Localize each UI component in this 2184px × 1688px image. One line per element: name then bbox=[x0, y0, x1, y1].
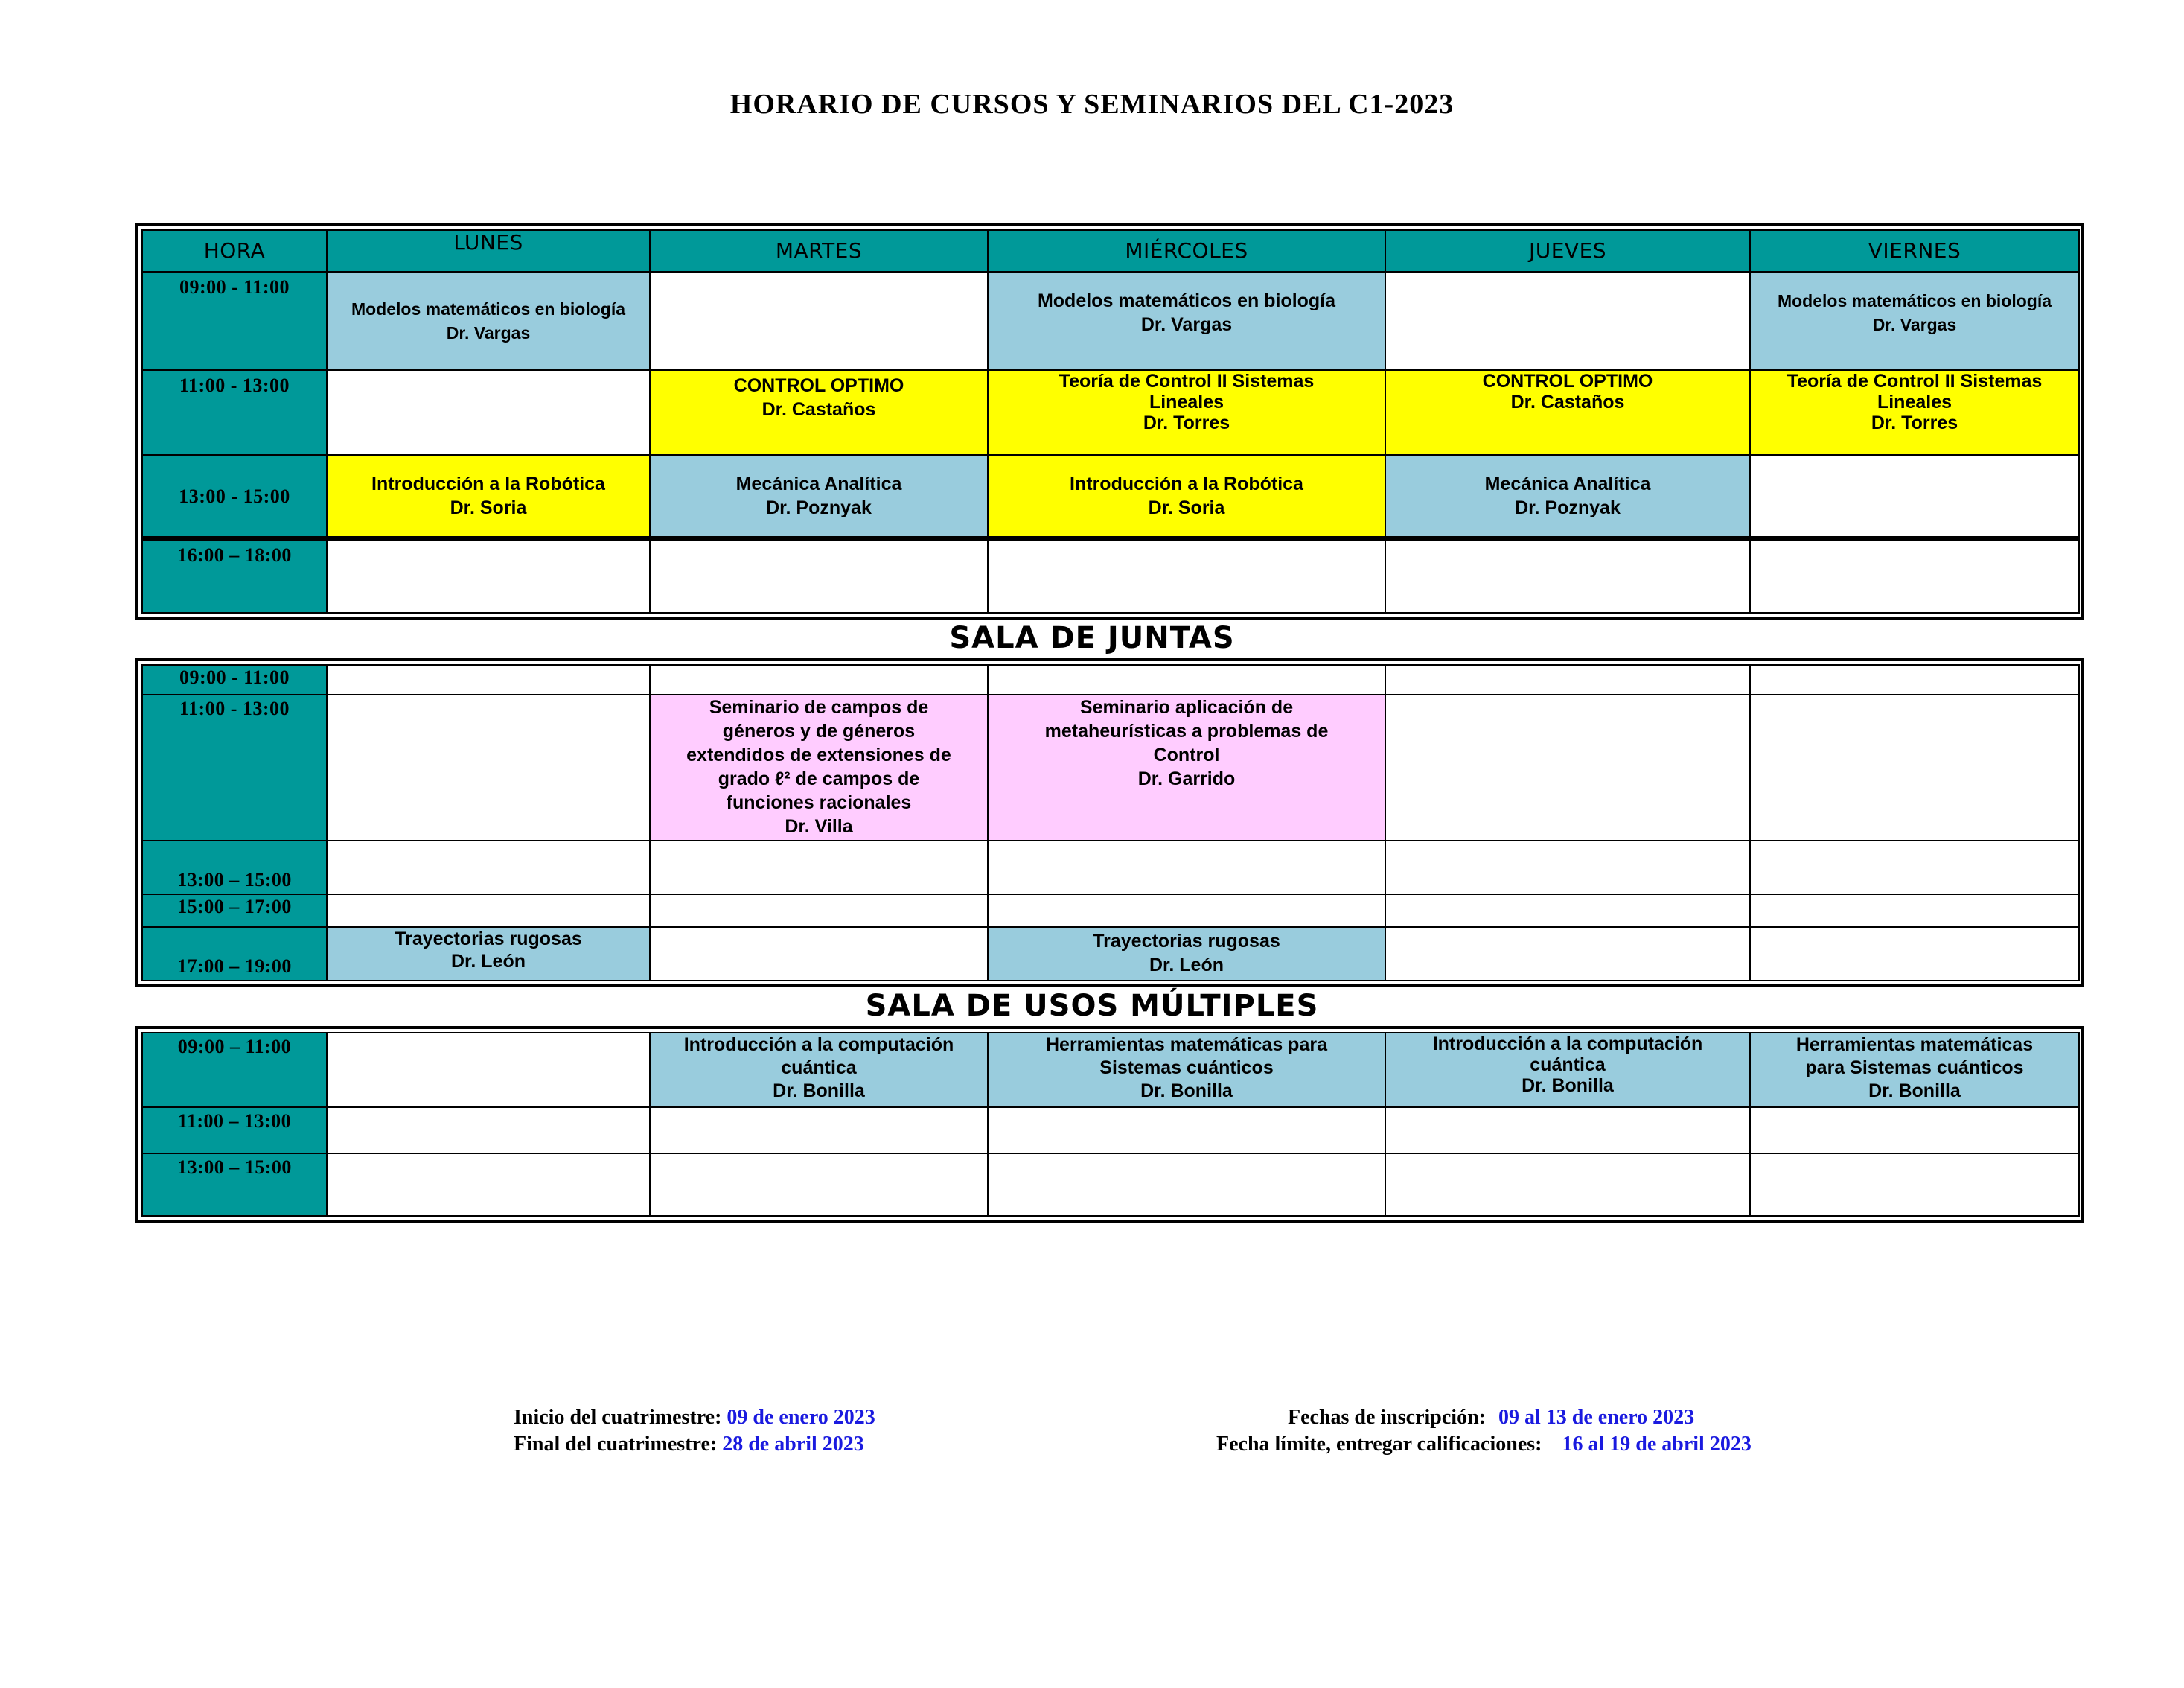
course-cell bbox=[1385, 455, 1750, 538]
seminar-instructor: Dr. Villa bbox=[785, 816, 853, 837]
time-slot: 09:00 - 11:00 bbox=[142, 272, 327, 370]
empty-cell bbox=[650, 841, 988, 894]
empty-cell bbox=[650, 272, 988, 370]
time-slot: 09:00 - 11:00 bbox=[142, 665, 327, 695]
empty-cell bbox=[1750, 455, 2079, 538]
seminar-line: extendidos de extensiones de bbox=[686, 745, 951, 765]
empty-cell bbox=[1385, 272, 1750, 370]
empty-cell bbox=[327, 894, 650, 927]
time-slot: 15:00 – 17:00 bbox=[142, 894, 327, 927]
table-row bbox=[142, 370, 2079, 455]
course-instructor: Dr. Castaños bbox=[1510, 392, 1625, 413]
empty-cell bbox=[327, 841, 650, 894]
empty-cell bbox=[1385, 841, 1750, 894]
header-viernes: VIERNES bbox=[1750, 230, 2079, 272]
time-slot: 11:00 – 13:00 bbox=[142, 1107, 327, 1153]
empty-cell bbox=[650, 1107, 988, 1153]
table-row bbox=[142, 1107, 2079, 1153]
course-name: Herramientas matemáticas para bbox=[1046, 1034, 1327, 1055]
empty-cell bbox=[1385, 927, 1750, 981]
empty-cell bbox=[988, 665, 1385, 695]
course-cell bbox=[1750, 370, 2079, 455]
course-instructor: Dr. Soria bbox=[1148, 497, 1225, 518]
course-cell bbox=[988, 1033, 1385, 1107]
empty-cell bbox=[1750, 927, 2079, 981]
course-name-cont: Sistemas cuánticos bbox=[1099, 1057, 1274, 1078]
empty-cell bbox=[327, 1107, 650, 1153]
course-cell bbox=[1385, 370, 1750, 455]
empty-cell bbox=[988, 841, 1385, 894]
table-row bbox=[142, 455, 2079, 538]
time-slot: 11:00 - 13:00 bbox=[142, 695, 327, 841]
course-cell bbox=[327, 272, 650, 370]
course-name: CONTROL OPTIMO bbox=[1482, 371, 1653, 392]
course-instructor: Dr. Bonilla bbox=[773, 1080, 865, 1101]
header-row bbox=[142, 230, 2079, 272]
course-name: Modelos matemáticos en biología bbox=[351, 299, 626, 319]
empty-cell bbox=[1750, 894, 2079, 927]
seminar-cell bbox=[650, 695, 988, 841]
footer-final bbox=[514, 1431, 875, 1458]
footer-right bbox=[1216, 1404, 1752, 1458]
course-name: Modelos matemáticos en biología bbox=[1037, 290, 1336, 311]
empty-cell bbox=[327, 1153, 650, 1216]
course-cell bbox=[327, 455, 650, 538]
course-name: Introducción a la Robótica bbox=[1070, 474, 1303, 494]
course-name: Mecánica Analítica bbox=[735, 474, 902, 494]
course-cell bbox=[988, 272, 1385, 370]
final-label: Final del cuatrimestre: bbox=[514, 1433, 718, 1456]
inicio-value: 09 de enero 2023 bbox=[727, 1406, 875, 1429]
seminar-instructor: Dr. Garrido bbox=[1137, 768, 1236, 789]
footer-inscripcion bbox=[1216, 1404, 1752, 1431]
empty-cell bbox=[327, 370, 650, 455]
seminar-line: Control bbox=[1153, 745, 1220, 765]
empty-cell bbox=[650, 538, 988, 613]
course-cell bbox=[1750, 1033, 2079, 1107]
time-slot: 13:00 – 15:00 bbox=[142, 1153, 327, 1216]
header-martes: MARTES bbox=[650, 230, 988, 272]
footer-limite bbox=[1216, 1431, 1752, 1458]
course-instructor: Dr. Bonilla bbox=[1522, 1075, 1614, 1096]
empty-cell bbox=[1750, 695, 2079, 841]
course-name-cont: cuántica bbox=[781, 1057, 857, 1078]
course-name-cont: para Sistemas cuánticos bbox=[1805, 1057, 2024, 1078]
empty-cell bbox=[988, 1153, 1385, 1216]
table-row bbox=[142, 927, 2079, 981]
table-row bbox=[142, 841, 2079, 894]
course-instructor: Dr. Bonilla bbox=[1140, 1080, 1233, 1101]
time-slot: 17:00 – 19:00 bbox=[142, 927, 327, 981]
table-row bbox=[142, 894, 2079, 927]
course-name: Trayectorias rugosas bbox=[395, 929, 582, 949]
seminar-line: funciones racionales bbox=[726, 792, 912, 813]
course-name: CONTROL OPTIMO bbox=[733, 375, 904, 396]
course-name: Trayectorias rugosas bbox=[1093, 931, 1280, 952]
course-instructor: Dr. Vargas bbox=[446, 323, 531, 343]
seminar-line: Seminario de campos de bbox=[709, 697, 929, 718]
empty-cell bbox=[327, 665, 650, 695]
empty-cell bbox=[1385, 1107, 1750, 1153]
empty-cell bbox=[650, 665, 988, 695]
section-title-sala-usos-multiples: SALA DE USOS MÚLTIPLES bbox=[865, 989, 1319, 1023]
course-name-cont: Lineales bbox=[1877, 392, 1952, 413]
page-title: HORARIO DE CURSOS Y SEMINARIOS DEL C1-2023 bbox=[729, 89, 1455, 120]
empty-cell bbox=[327, 538, 650, 613]
course-instructor: Dr. Bonilla bbox=[1868, 1080, 1961, 1101]
empty-cell bbox=[988, 538, 1385, 613]
course-instructor: Dr. Vargas bbox=[1140, 314, 1233, 335]
empty-cell bbox=[327, 1033, 650, 1107]
header-miercoles: MIÉRCOLES bbox=[988, 230, 1385, 272]
seminar-line: grado ℓ² de campos de bbox=[718, 768, 920, 789]
empty-cell bbox=[988, 1107, 1385, 1153]
table-row bbox=[142, 695, 2079, 841]
course-name-cont: Lineales bbox=[1149, 392, 1224, 413]
seminar-line: géneros y de géneros bbox=[722, 721, 916, 742]
header-jueves: JUEVES bbox=[1385, 230, 1750, 272]
course-cell bbox=[650, 455, 988, 538]
table-row bbox=[142, 665, 2079, 695]
course-instructor: Dr. Poznyak bbox=[766, 497, 872, 518]
empty-cell bbox=[1750, 841, 2079, 894]
empty-cell bbox=[1385, 665, 1750, 695]
course-instructor: Dr. Soria bbox=[450, 497, 527, 518]
inscripcion-label: Fechas de inscripción: bbox=[1288, 1406, 1486, 1429]
table-row bbox=[142, 1153, 2079, 1216]
footer-inicio bbox=[514, 1404, 875, 1431]
course-cell bbox=[988, 455, 1385, 538]
sala-usos-multiples-schedule bbox=[135, 1026, 2084, 1223]
course-instructor: Dr. Poznyak bbox=[1515, 497, 1621, 518]
time-slot: 13:00 – 15:00 bbox=[142, 841, 327, 894]
empty-cell bbox=[1750, 665, 2079, 695]
footer-left bbox=[514, 1404, 875, 1458]
time-slot: 09:00 – 11:00 bbox=[142, 1033, 327, 1107]
course-instructor: Dr. Torres bbox=[1871, 413, 1958, 433]
section-title-sala-juntas: SALA DE JUNTAS bbox=[949, 621, 1235, 655]
course-instructor: Dr. León bbox=[1149, 955, 1224, 975]
seminar-cell bbox=[988, 695, 1385, 841]
empty-cell bbox=[1385, 538, 1750, 613]
course-instructor: Dr. León bbox=[450, 951, 526, 972]
course-name: Herramientas matemáticas bbox=[1795, 1034, 2034, 1055]
empty-cell bbox=[1750, 1107, 2079, 1153]
course-name: Modelos matemáticos en biología bbox=[1777, 291, 2052, 310]
course-instructor: Dr. Vargas bbox=[1872, 315, 1957, 334]
empty-cell bbox=[1385, 1153, 1750, 1216]
course-name: Introducción a la computación bbox=[1432, 1033, 1703, 1054]
empty-cell bbox=[1385, 894, 1750, 927]
empty-cell bbox=[650, 1153, 988, 1216]
course-cell bbox=[988, 927, 1385, 981]
course-name: Mecánica Analítica bbox=[1484, 474, 1651, 494]
course-cell bbox=[327, 927, 650, 981]
course-name: Teoría de Control II Sistemas bbox=[1787, 371, 2043, 392]
table-row bbox=[142, 272, 2079, 370]
course-cell bbox=[1385, 1033, 1750, 1107]
course-cell bbox=[650, 1033, 988, 1107]
header-hora: HORA bbox=[142, 230, 327, 272]
inscripcion-value: 09 al 13 de enero 2023 bbox=[1498, 1406, 1695, 1429]
course-name-cont: cuántica bbox=[1530, 1054, 1606, 1075]
final-value: 28 de abril 2023 bbox=[722, 1433, 864, 1456]
course-instructor: Dr. Torres bbox=[1143, 413, 1230, 433]
seminar-line: metaheurísticas a problemas de bbox=[1044, 721, 1329, 742]
empty-cell bbox=[650, 927, 988, 981]
empty-cell bbox=[327, 695, 650, 841]
course-cell bbox=[1750, 272, 2079, 370]
limite-label: Fecha límite, entregar calificaciones: bbox=[1216, 1433, 1542, 1456]
time-slot: 11:00 - 13:00 bbox=[142, 370, 327, 455]
time-slot: 13:00 - 15:00 bbox=[142, 455, 327, 538]
header-lunes: LUNES bbox=[327, 230, 650, 272]
course-cell bbox=[650, 370, 988, 455]
table-row bbox=[142, 1033, 2079, 1107]
course-name: Introducción a la computación bbox=[683, 1034, 954, 1055]
table-row bbox=[142, 538, 2079, 613]
empty-cell bbox=[988, 894, 1385, 927]
empty-cell bbox=[1385, 695, 1750, 841]
course-cell bbox=[988, 370, 1385, 455]
course-name: Teoría de Control II Sistemas bbox=[1059, 371, 1315, 392]
seminar-line: Seminario aplicación de bbox=[1079, 697, 1294, 718]
limite-value: 16 al 19 de abril 2023 bbox=[1562, 1433, 1752, 1456]
course-name: Introducción a la Robótica bbox=[371, 474, 605, 494]
empty-cell bbox=[1750, 538, 2079, 613]
empty-cell bbox=[650, 894, 988, 927]
empty-cell bbox=[1750, 1153, 2079, 1216]
time-slot: 16:00 – 18:00 bbox=[142, 538, 327, 613]
sala-juntas-schedule bbox=[135, 658, 2084, 987]
inicio-label: Inicio del cuatrimestre: bbox=[514, 1406, 722, 1429]
main-schedule bbox=[135, 223, 2084, 620]
course-instructor: Dr. Castaños bbox=[761, 399, 876, 420]
